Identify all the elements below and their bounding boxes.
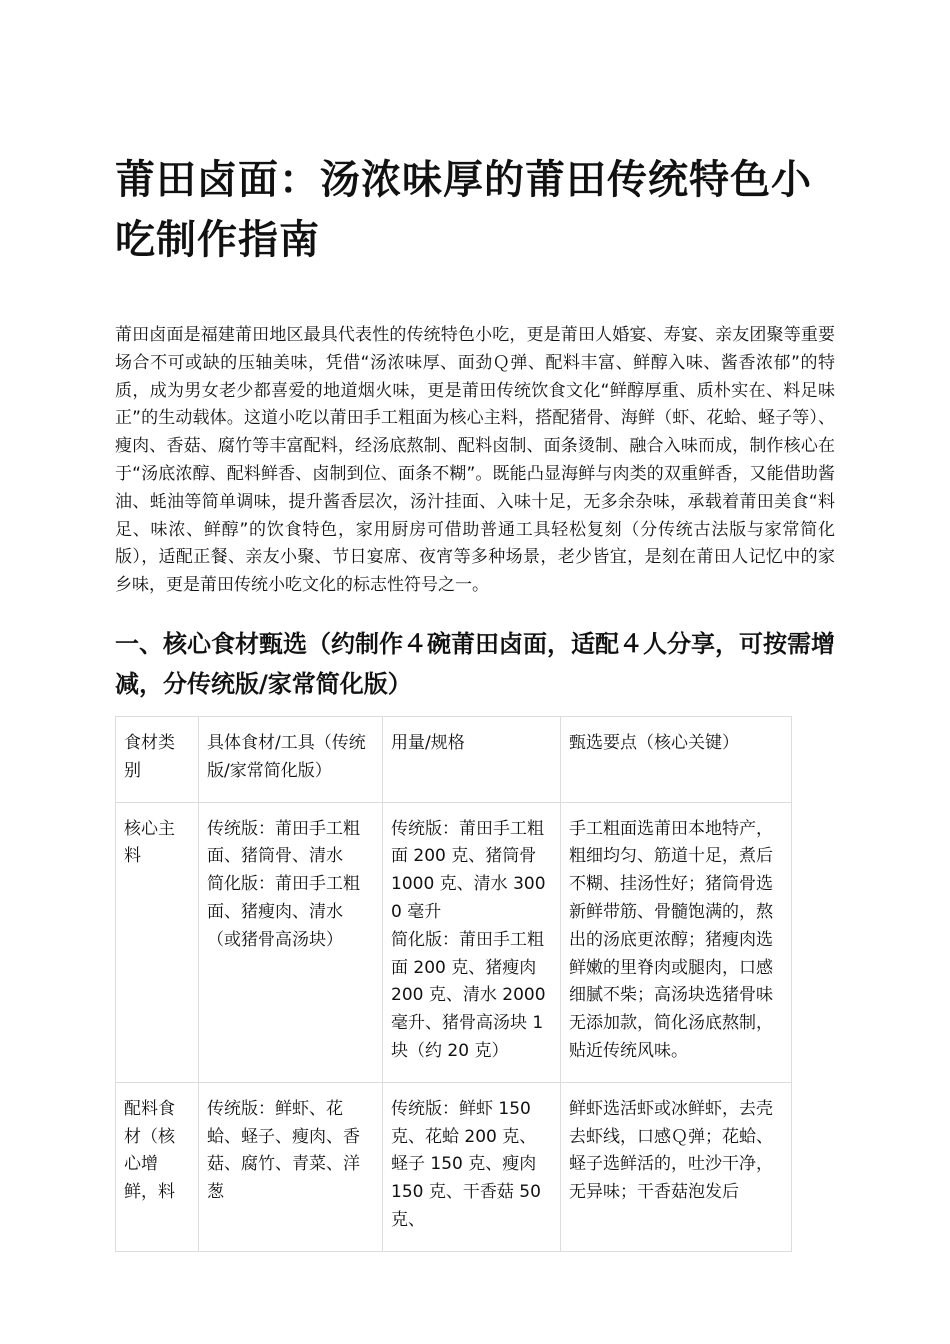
page-title: 莆田卤面：汤浓味厚的莆田传统特色小吃制作指南 bbox=[115, 157, 812, 263]
table-cell: 传统版：鲜虾、花蛤、蛏子、瘦肉、香菇、腐竹、青菜、洋葱 bbox=[199, 1082, 383, 1251]
table-cell: 配料食材（核心增鲜，料 bbox=[116, 1082, 199, 1251]
table-header-cell: 食材类别 bbox=[116, 717, 199, 803]
table-header-cell: 甄选要点（核心关键） bbox=[561, 717, 792, 803]
ingredient-table-container bbox=[115, 716, 791, 1230]
table-header-row bbox=[116, 717, 792, 803]
table-header-cell: 用量/规格 bbox=[383, 717, 561, 803]
table-cell: 传统版：莆田手工粗面 200 克、猪筒骨 1000 克、清水 3000 毫升 简化版：莆田手工粗面 200 克、猪瘦肉 200 克、清水 2000 毫升、猪骨高汤块 1 块（约 20 克） bbox=[383, 802, 561, 1082]
intro-paragraph: 莆田卤面是福建莆田地区最具代表性的传统特色小吃，更是莆田人婚宴、寿宴、亲友团聚等重要场合不可或缺的压轴美味，凭借“汤浓味厚、面劲Ｑ弹、配料丰富、鲜醇入味、酱香浓郁”的特质，成为男女老少都喜爱的地道烟火味，更是莆田传统饮食文化“鲜醇厚重、质朴实在、料足味正”的生动载体。这道小吃以莆田手工粗面为核心主料，搭配猪骨、海鲜（虾、花蛤、蛏子等）、瘦肉、香菇、腐竹等丰富配料，经汤底熬制、配料卤制、面条烫制、融合入味而成，制作核心在于“汤底浓醇、配料鲜香、卤制到位、面条不糊”。既能凸显海鲜与肉类的双重鲜香，又能借助酱油、蚝油等简单调味，提升酱香层次，汤汁挂面、入味十足，无多余杂味，承载着莆田美食“料足、味浓、鲜醇”的饮食特色，家用厨房可借助普通工具轻松复刻（分传统古法版与家常简化版），适配正餐、亲友小聚、节日宴席、夜宵等多种场景，老少皆宜，是刻在莆田人记忆中的家乡味，更是莆田传统小吃文化的标志性符号之一。 bbox=[115, 325, 835, 596]
table-cell: 传统版：莆田手工粗面、猪筒骨、清水 简化版：莆田手工粗面、猪瘦肉、清水（或猪骨高汤块） bbox=[199, 802, 383, 1082]
table-cell: 手工粗面选莆田本地特产，粗细均匀、筋道十足，煮后不糊、挂汤性好；猪筒骨选新鲜带筋、骨髓饱满的，熬出的汤底更浓醇；猪瘦肉选鲜嫩的里脊肉或腿肉，口感细腻不柴；高汤块选猪骨味无添加款，简化汤底熬制，贴近传统风味。 bbox=[561, 802, 792, 1082]
document-page bbox=[115, 150, 835, 704]
table-cell: 鲜虾选活虾或冰鲜虾，去壳去虾线，口感Ｑ弹；花蛤、蛏子选鲜活的，吐沙干净，无异味；干香菇泡发后 bbox=[561, 1082, 792, 1251]
table-cell: 传统版：鲜虾 150 克、花蛤 200 克、蛏子 150 克、瘦肉 150 克、干香菇 50 克、 bbox=[383, 1082, 561, 1251]
table-header-cell: 具体食材/工具（传统版/家常简化版） bbox=[199, 717, 383, 803]
table-cell: 核心主料 bbox=[116, 802, 199, 1082]
section-heading: 一、核心食材甄选（约制作４碗莆田卤面，适配４人分享，可按需增减，分传统版/家常简化版） bbox=[115, 629, 835, 698]
table-row bbox=[116, 1082, 792, 1251]
ingredient-table bbox=[115, 716, 792, 1252]
table-row bbox=[116, 802, 792, 1082]
